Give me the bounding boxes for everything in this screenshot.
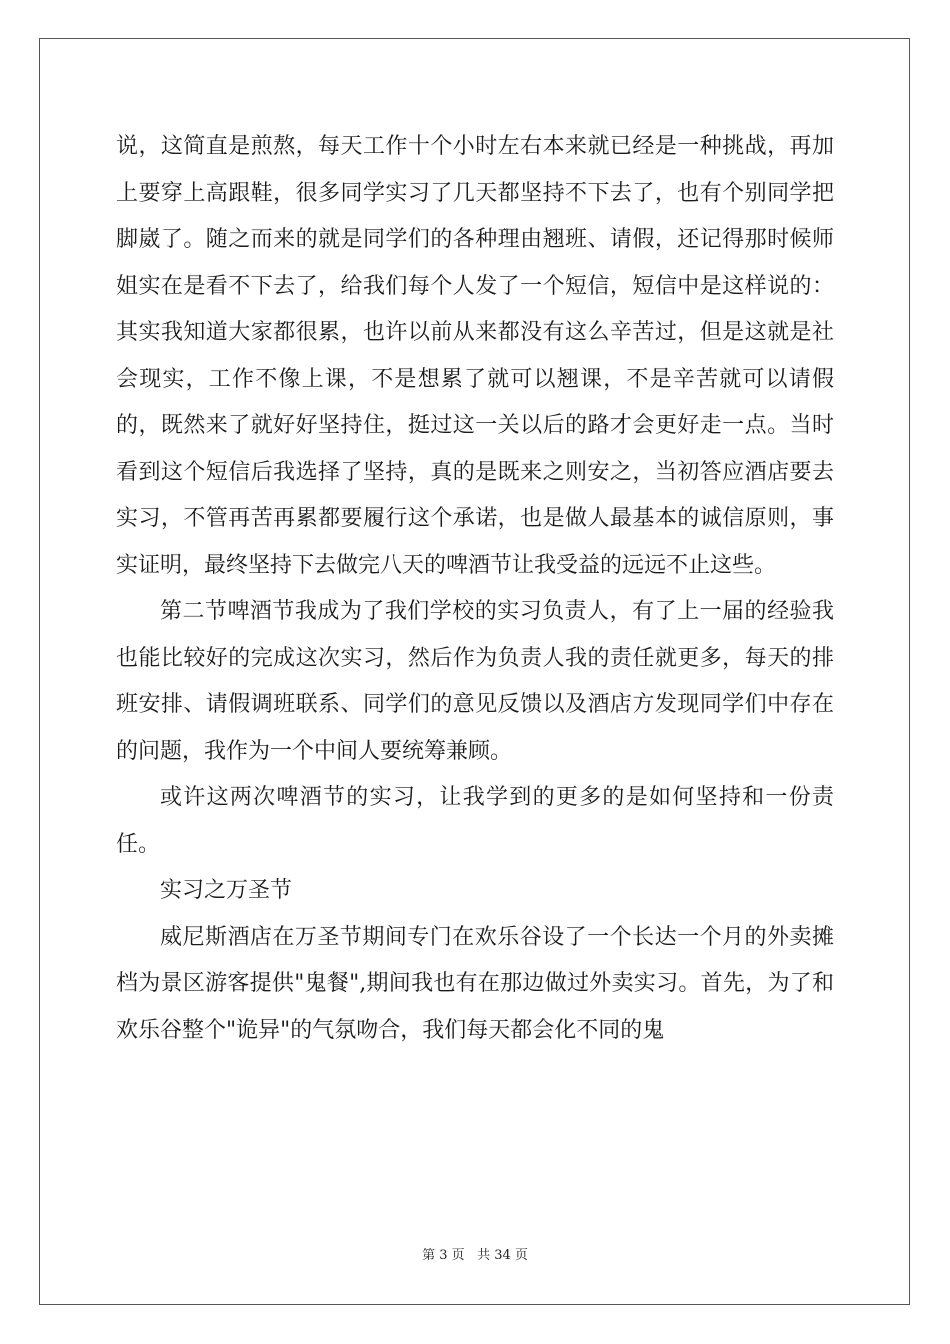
document-body: [116, 124, 834, 1054]
paragraph-3: 或许这两次啤酒节的实习，让我学到的更多的是如何坚持和一份责任。: [116, 785, 834, 857]
page-total: 共 34 页: [477, 1248, 528, 1263]
paragraph-1: 说，这简直是煎熬，每天工作十个小时左右本来就已经是一种挑战，再加上要穿上高跟鞋，很多同学实习了几天都坚持不下去了，也有个别同学把脚崴了。随之而来的就是同学们的各种理由翘班、请假，还记得那时候师姐实在是看不下去了，给我们每个人发了一个短信，短信中是这样说的：其实我知道大家都很累，也许以前从来都没有这么辛苦过，但是这就是社会现实，工作不像上课，不是想累了就可以翘课，不是辛苦就可以请假的，既然来了就好好坚持住，挺过这一关以后的路才会更好走一点。当时看到这个短信后我选择了坚持，真的是既来之则安之，当初答应酒店要去实习，不管再苦再累都要履行这个承诺，也是做人最基本的诚信原则，事实证明，最终坚持下去做完八天的啤酒节让我受益的远远不止这些。: [116, 134, 834, 578]
section-heading: 实习之万圣节: [160, 878, 293, 903]
page-number: 第 3 页: [422, 1248, 465, 1263]
paragraph-2: 第二节啤酒节我成为了我们学校的实习负责人，有了上一届的经验我也能比较好的完成这次实习，然后作为负责人我的责任就更多，每天的排班安排、请假调班联系、同学们的意见反馈以及酒店方发现同学们中存在的问题，我作为一个中间人要统筹兼顾。: [116, 599, 834, 764]
paragraph-4: 威尼斯酒店在万圣节期间专门在欢乐谷设了一个长达一个月的外卖摊档为景区游客提供"鬼餐",期间我也有在那边做过外卖实习。首先，为了和欢乐谷整个"诡异"的气氛吻合，我们每天都会化不同的鬼: [116, 924, 834, 1043]
page-footer: [0, 1244, 950, 1263]
